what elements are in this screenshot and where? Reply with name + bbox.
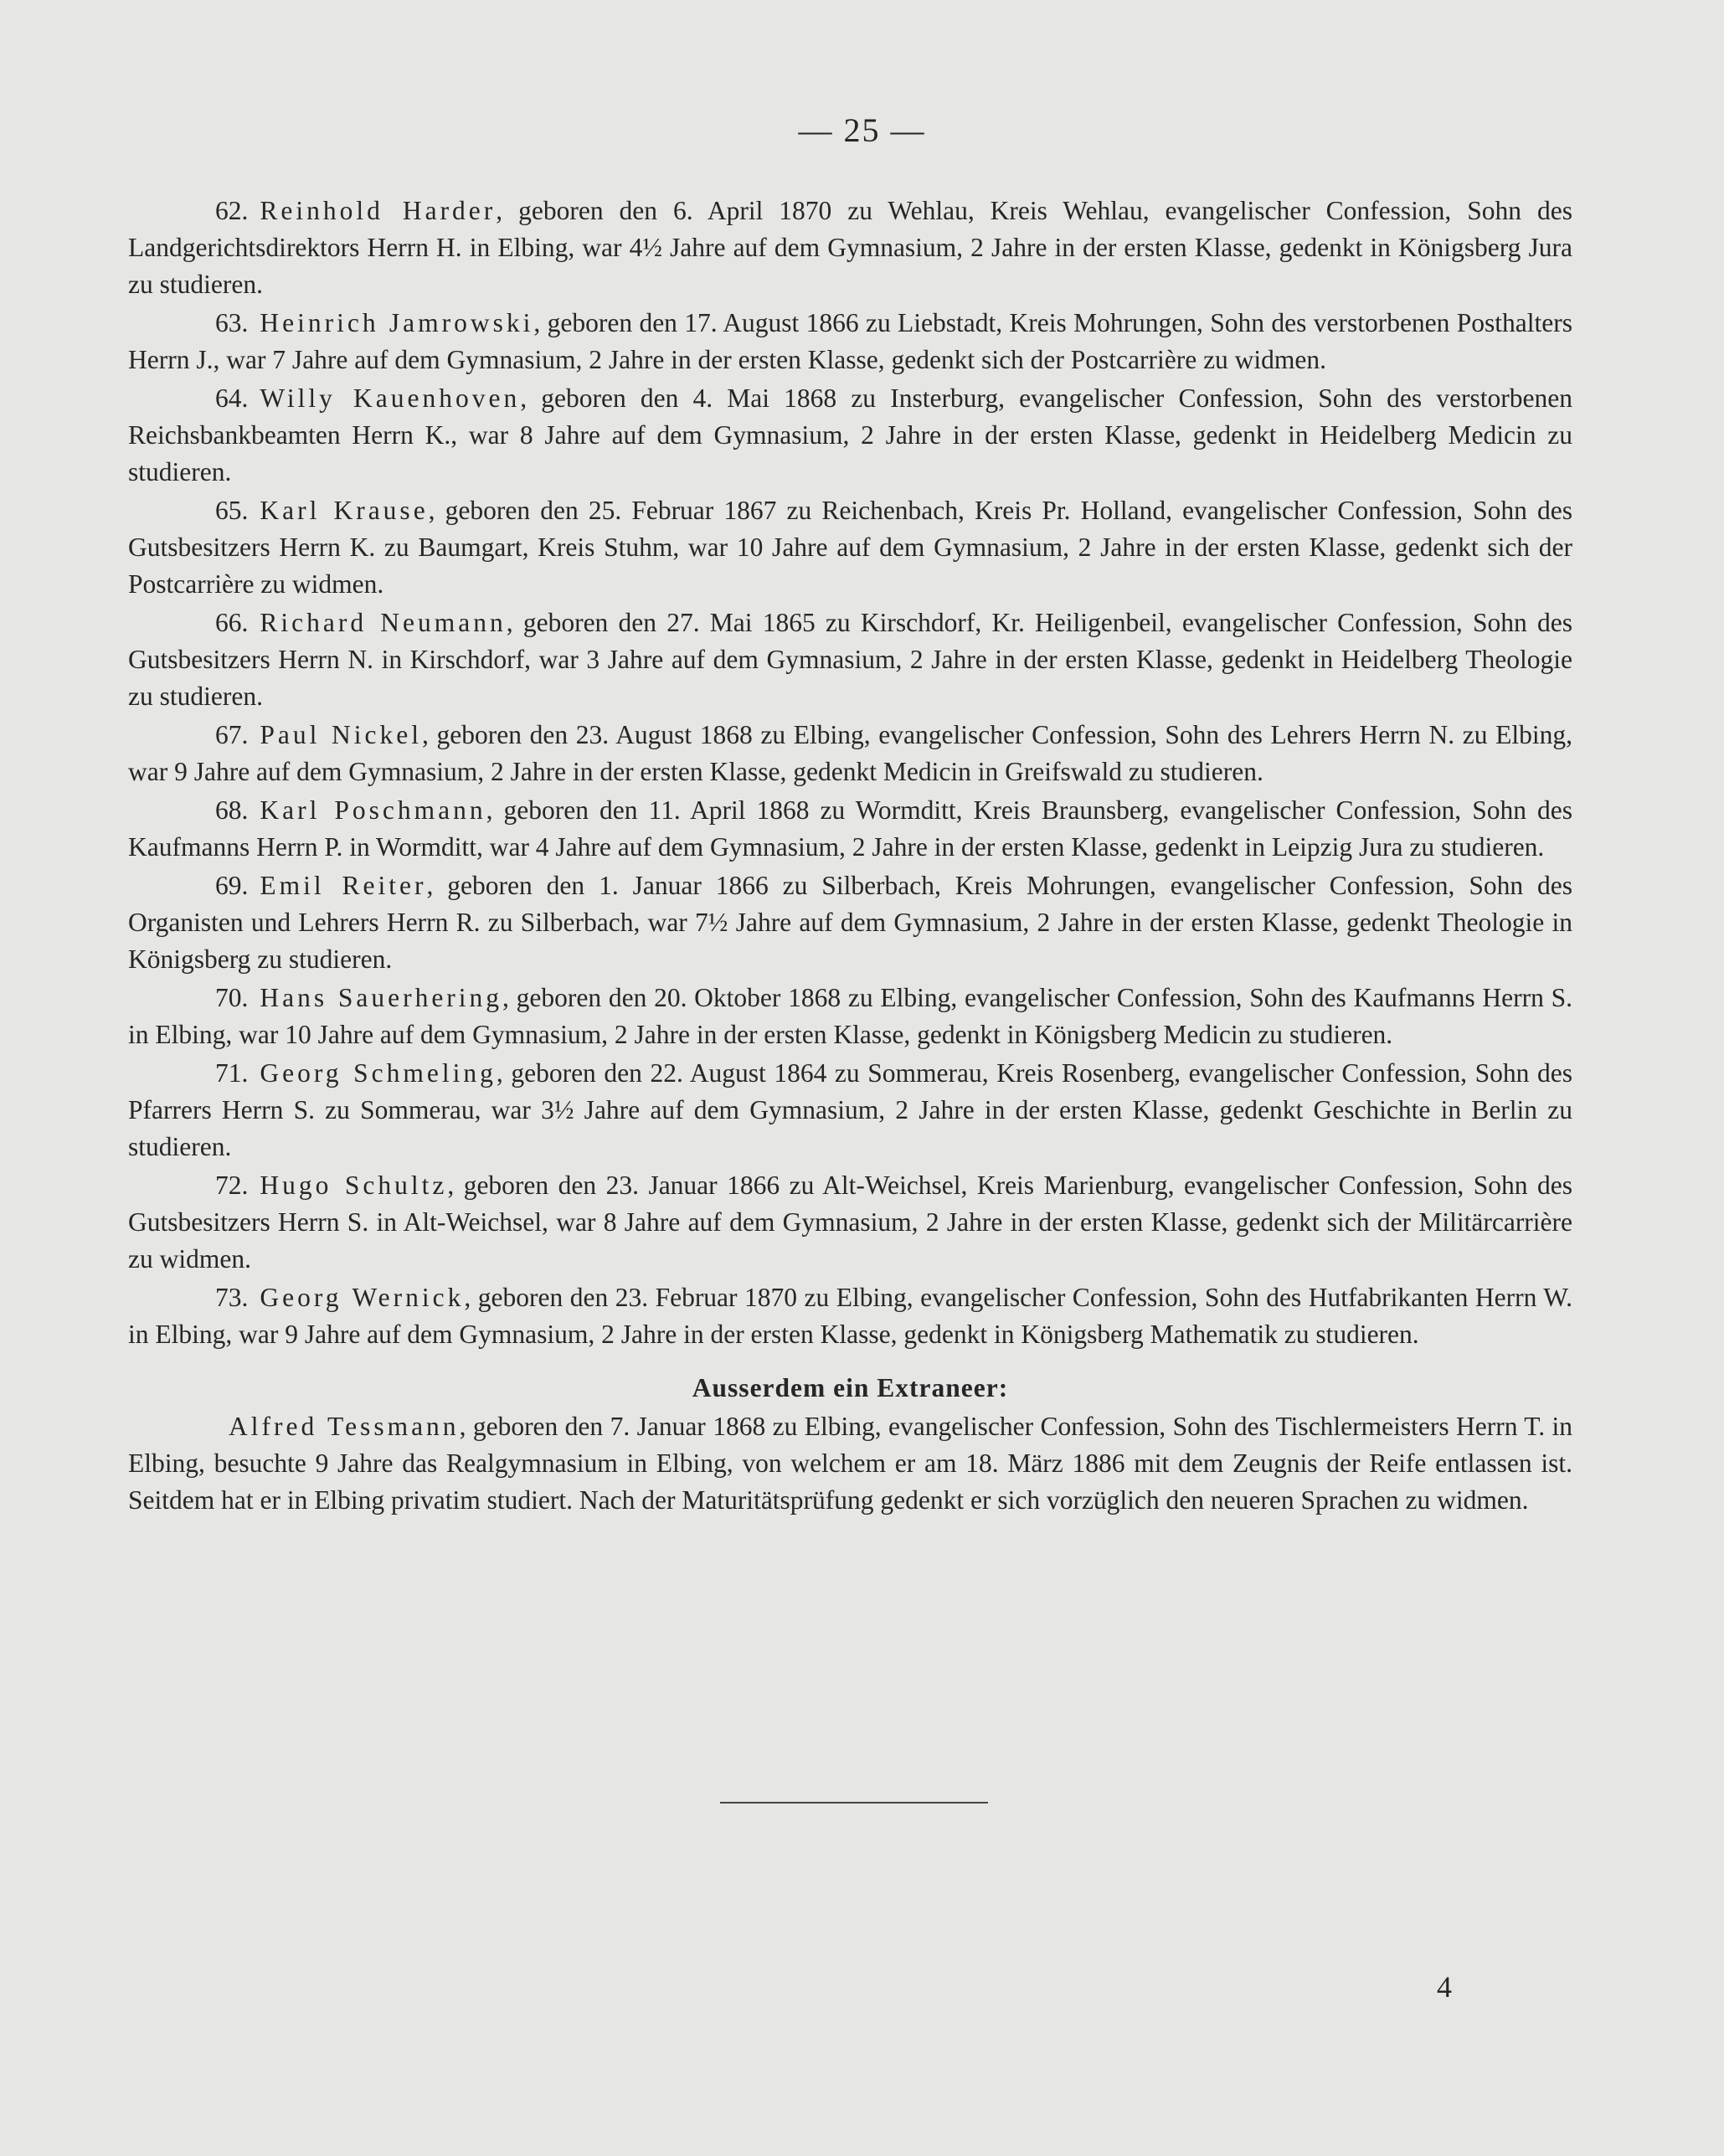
entry-text: , geboren den 23. Januar 1866 zu Alt-Weichsel, Kreis Marienburg, evangelischer Confession, Sohn des Gutsbesitzers Herrn S. in Alt-Weichsel, war 8 Jahre auf dem Gymnasium, 2 Jahre in der ersten Klasse, gedenkt sich der Militärcarrière zu widmen. xyxy=(128,1171,1573,1274)
entry-71 xyxy=(128,1055,1572,1165)
student-name: Hugo Schultz xyxy=(260,1171,448,1200)
entry-64 xyxy=(128,380,1572,491)
entry-number: 65. xyxy=(215,496,249,525)
entry-number: 71. xyxy=(215,1058,249,1088)
entry-text: , geboren den 23. Februar 1870 zu Elbing, evangelischer Confession, Sohn des Hutfabrikanten Herrn W. in Elbing, war 9 Jahre auf dem Gymnasium, 2 Jahre in der ersten Klasse, gedenkt in Königsberg Mathematik zu studieren. xyxy=(128,1283,1572,1349)
student-name: Karl Poschmann xyxy=(260,795,486,825)
entry-69 xyxy=(128,867,1572,978)
entry-text: , geboren den 22. August 1864 zu Sommerau, Kreis Rosenberg, evangelischer Confession, Sohn des Pfarrers Herrn S. zu Sommerau, war 3½ Jahre auf dem Gymnasium, 2 Jahre in der ersten Klasse, gedenkt Geschichte in Berlin zu studieren. xyxy=(128,1058,1572,1161)
student-name: Alfred Tessmann xyxy=(229,1412,460,1441)
closing-rule xyxy=(720,1802,988,1804)
entry-67 xyxy=(128,717,1572,790)
extraneer-heading: Ausserdem ein Extraneer: xyxy=(692,1373,1009,1402)
entry-text: , geboren den 25. Februar 1867 zu Reichenbach, Kreis Pr. Holland, evangelischer Confession, Sohn des Gutsbesitzers Herrn K. zu Baumgart, Kreis Stuhm, war 10 Jahre auf dem Gymnasium, 2 Jahre in der ersten Klasse, gedenkt sich der Postcarrière zu widmen. xyxy=(128,496,1572,599)
entry-number: 66. xyxy=(215,608,249,637)
extraneer-entry xyxy=(128,1408,1572,1519)
entry-72 xyxy=(128,1167,1572,1278)
entry-text: , geboren den 1. Januar 1866 zu Silberbach, Kreis Mohrungen, evangelischer Confession, Sohn des Organisten und Lehrers Herrn R. zu Silberbach, war 7½ Jahre auf dem Gymnasium, 2 Jahre in der ersten Klasse, gedenkt Theologie in Königsberg zu studieren. xyxy=(128,871,1572,974)
student-name: Hans Sauerhering xyxy=(260,983,503,1012)
document-body xyxy=(128,193,1572,1519)
entry-text: , geboren den 4. Mai 1868 zu Insterburg, evangelischer Confession, Sohn des verstorbenen Reichsbankbeamten Herrn K., war 8 Jahre auf dem Gymnasium, 2 Jahre in der ersten Klasse, gedenkt in Heidelberg Medicin zu studieren. xyxy=(128,383,1572,486)
student-name: Richard Neumann xyxy=(260,608,507,637)
entry-text: , geboren den 6. April 1870 zu Wehlau, Kreis Wehlau, evangelischer Confession, Sohn des Landgerichtsdirektors Herrn H. in Elbing, war 4½ Jahre auf dem Gymnasium, 2 Jahre in der ersten Klasse, gedenkt in Königsberg Jura zu studieren. xyxy=(128,196,1572,299)
entry-text: , geboren den 27. Mai 1865 zu Kirschdorf, Kr. Heiligenbeil, evangelischer Confession, Sohn des Gutsbesitzers Herrn N. in Kirschdorf, war 3 Jahre auf dem Gymnasium, 2 Jahre in der ersten Klasse, gedenkt in Heidelberg Theologie zu studieren. xyxy=(128,608,1572,711)
entry-70 xyxy=(128,980,1572,1053)
entry-63 xyxy=(128,305,1572,378)
signature-mark: 4 xyxy=(1437,1970,1452,2004)
entry-text: , geboren den 20. Oktober 1868 zu Elbing, evangelischer Confession, Sohn des Kaufmanns Herrn S. in Elbing, war 10 Jahre auf dem Gymnasium, 2 Jahre in der ersten Klasse, gedenkt in Königsberg Medicin zu studieren. xyxy=(128,983,1572,1049)
entry-number: 62. xyxy=(215,196,249,225)
entry-number: 68. xyxy=(215,795,249,825)
student-name: Reinhold Harder xyxy=(260,196,497,225)
entry-number: 63. xyxy=(215,308,249,337)
entry-number: 73. xyxy=(215,1283,249,1312)
entry-68 xyxy=(128,792,1572,866)
student-name: Georg Schmeling xyxy=(260,1058,497,1088)
student-name: Paul Nickel xyxy=(260,720,422,749)
entry-number: 70. xyxy=(215,983,249,1012)
student-name: Willy Kauenhoven xyxy=(260,383,521,413)
entry-number: 72. xyxy=(215,1171,249,1200)
entry-text: , geboren den 7. Januar 1868 zu Elbing, evangelischer Confession, Sohn des Tischlermeisters Herrn T. in Elbing, besuchte 9 Jahre das Realgymnasium in Elbing, von welchem er am 18. März 1886 mit dem Zeugnis der Reife entlassen ist. Seitdem hat er in Elbing privatim studiert. Nach der Maturitätsprüfung gedenkt er sich vorzüglich den neueren Sprachen zu widmen. xyxy=(128,1412,1572,1515)
page-number: — 25 — xyxy=(798,111,926,149)
entry-66 xyxy=(128,605,1572,715)
entry-73 xyxy=(128,1279,1572,1353)
student-name: Karl Krause xyxy=(260,496,429,525)
entry-number: 69. xyxy=(215,871,249,900)
entry-text: , geboren den 17. August 1866 zu Liebstadt, Kreis Mohrungen, Sohn des verstorbenen Posthalters Herrn J., war 7 Jahre auf dem Gymnasium, 2 Jahre in der ersten Klasse, gedenkt sich der Postcarrière zu widmen. xyxy=(128,308,1572,374)
student-name: Georg Wernick xyxy=(260,1283,465,1312)
student-name: Heinrich Jamrowski xyxy=(260,308,534,337)
entry-number: 67. xyxy=(215,720,249,749)
entry-text: , geboren den 23. August 1868 zu Elbing, evangelischer Confession, Sohn des Lehrers Herrn N. zu Elbing, war 9 Jahre auf dem Gymnasium, 2 Jahre in der ersten Klasse, gedenkt Medicin in Greifswald zu studieren. xyxy=(128,720,1572,786)
entry-62 xyxy=(128,193,1572,303)
entry-number: 64. xyxy=(215,383,249,413)
entry-65 xyxy=(128,492,1572,603)
entry-text: , geboren den 11. April 1868 zu Wormditt, Kreis Braunsberg, evangelischer Confession, Sohn des Kaufmanns Herrn P. in Wormditt, war 4 Jahre auf dem Gymnasium, 2 Jahre in der ersten Klasse, gedenkt in Leipzig Jura zu studieren. xyxy=(128,795,1572,862)
student-name: Emil Reiter xyxy=(260,871,427,900)
